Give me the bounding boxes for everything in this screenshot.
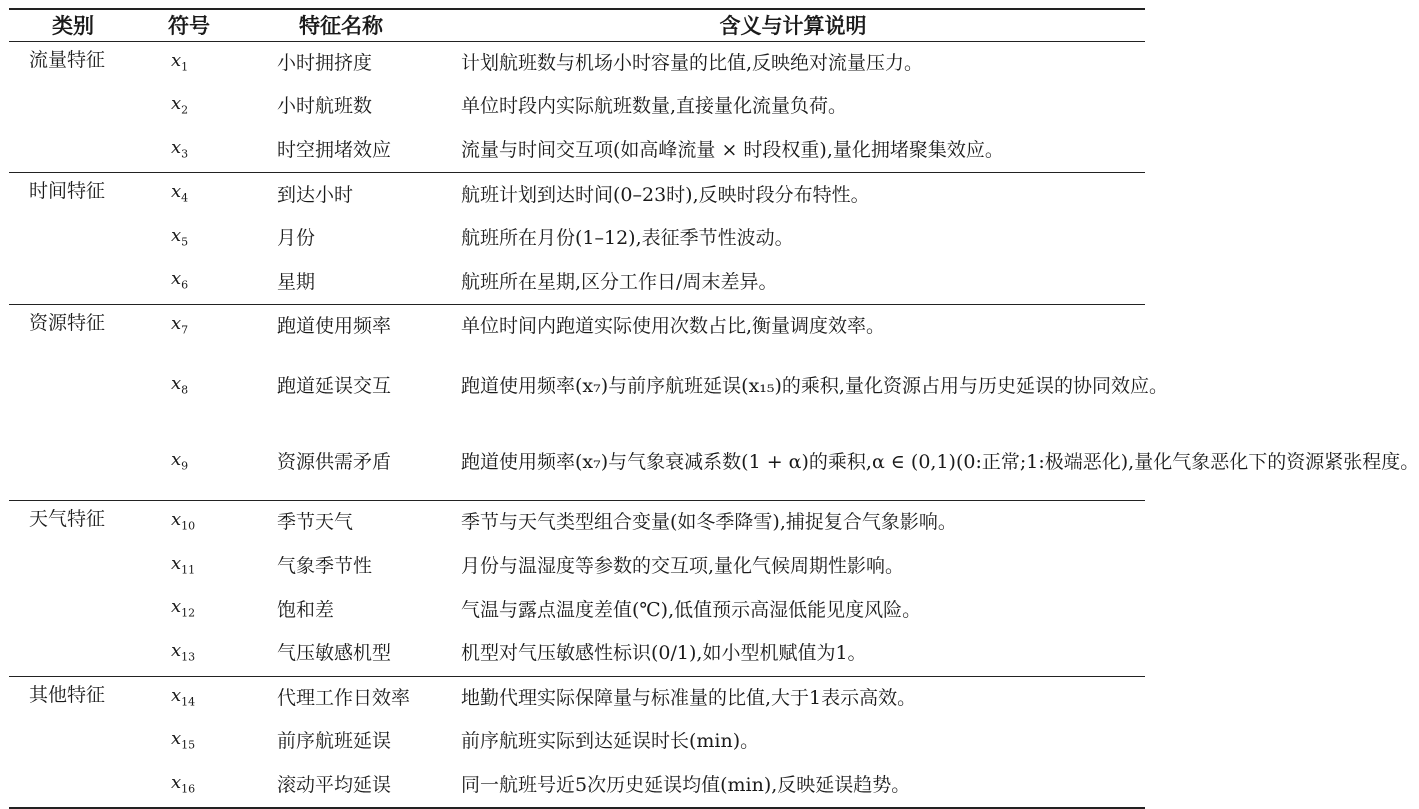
feature-name-cell: 季节天气: [277, 511, 354, 534]
feature-name-cell: 代理工作日效率: [277, 686, 411, 709]
table-row: [9, 764, 1145, 809]
description-cell: 航班所在月份(1–12),表征季节性波动。: [461, 227, 794, 250]
table-row: [9, 260, 1145, 304]
description-cell: 气温与露点温度差值(℃),低值预示高湿低能见度风险。: [461, 598, 922, 621]
feature-name-cell: 滚动平均延误: [277, 774, 392, 797]
description-cell: 地勤代理实际保障量与标准量的比值,大于1表示高效。: [461, 686, 917, 709]
description-cell: 月份与温湿度等参数的交互项,量化气候周期性影响。: [461, 555, 905, 578]
feature-name-cell: 前序航班延误: [277, 730, 392, 753]
symbol-cell: $x_2$: [171, 93, 189, 117]
category-cell: 资源特征: [29, 312, 106, 335]
description-cell: 单位时间内跑道实际使用次数占比,衡量调度效率。: [461, 315, 886, 338]
symbol-cell: $x_{12}$: [171, 596, 196, 620]
feature-name-cell: 资源供需矛盾: [277, 450, 392, 473]
feature-name-cell: 饱和差: [277, 598, 335, 621]
symbol-cell: $x_{10}$: [171, 509, 196, 533]
feature-name-cell: 跑道使用频率: [277, 315, 392, 338]
category-cell: 天气特征: [29, 508, 106, 531]
table-row: [9, 720, 1145, 764]
table-row: [9, 85, 1145, 129]
symbol-cell: $x_8$: [171, 372, 189, 397]
description-cell: 航班所在星期,区分工作日/周末差异。: [461, 270, 778, 293]
table-row: [9, 676, 1145, 720]
table-row: [9, 129, 1145, 173]
feature-name-cell: 小时航班数: [277, 95, 373, 118]
table-row: [9, 501, 1145, 545]
description-cell: 跑道使用频率(x₇)与气象衰减系数(1 + α)的乘积,α ∈ (0,1)(0:正常;1:极端恶化),量化气象恶化下的资源紧张程度。: [461, 450, 1419, 473]
feature-table: [9, 8, 1419, 809]
group-time: [9, 173, 1145, 305]
symbol-cell: $x_7$: [171, 313, 189, 337]
table-header: [9, 9, 1145, 41]
description-cell: 同一航班号近5次历史延误均值(min),反映延误趋势。: [461, 774, 911, 797]
group-flow: [9, 41, 1145, 173]
header-symbol: 符号: [168, 14, 210, 39]
symbol-cell: $x_9$: [171, 448, 189, 473]
table-row: [9, 425, 1145, 501]
description-cell: 前序航班实际到达延误时长(min)。: [461, 730, 760, 753]
table-row: [9, 217, 1145, 261]
table-row: [9, 588, 1145, 632]
category-cell: 流量特征: [29, 48, 106, 71]
category-cell: 其他特征: [29, 683, 106, 706]
feature-name-cell: 气象季节性: [277, 555, 373, 578]
header-description: 含义与计算说明: [719, 14, 867, 39]
feature-name-cell: 月份: [277, 227, 316, 250]
feature-name-cell: 跑道延误交互: [277, 375, 392, 398]
category-cell: 时间特征: [29, 180, 106, 203]
symbol-cell: $x_{14}$: [171, 684, 196, 709]
group-resource: [9, 305, 1419, 501]
description-cell: 流量与时间交互项(如高峰流量 × 时段权重),量化拥堵聚集效应。: [461, 138, 1004, 161]
table-row: [9, 349, 1145, 425]
symbol-cell: $x_{15}$: [171, 728, 196, 752]
symbol-cell: $x_4$: [171, 181, 189, 205]
table-row: [9, 305, 1145, 349]
feature-name-cell: 时空拥堵效应: [277, 138, 392, 161]
symbol-cell: $x_6$: [171, 268, 189, 293]
symbol-cell: $x_5$: [171, 224, 189, 249]
description-cell: 航班计划到达时间(0–23时),反映时段分布特性。: [461, 183, 870, 206]
description-cell: 跑道使用频率(x₇)与前序航班延误(x₁₅)的乘积,量化资源占用与历史延误的协同效应。: [461, 375, 1168, 398]
symbol-cell: $x_3$: [171, 136, 189, 161]
group-weather: [9, 501, 1145, 676]
description-cell: 单位时段内实际航班数量,直接量化流量负荷。: [461, 95, 848, 118]
feature-name-cell: 气压敏感机型: [277, 642, 392, 665]
symbol-cell: $x_{16}$: [171, 771, 196, 796]
group-other: [9, 676, 1145, 808]
feature-name-cell: 星期: [277, 270, 316, 293]
symbol-cell: $x_1$: [171, 49, 189, 74]
header-category: 类别: [52, 14, 94, 39]
table-row: [9, 545, 1145, 589]
table-row: [9, 632, 1145, 676]
table-row: [9, 41, 1145, 85]
description-cell: 季节与天气类型组合变量(如冬季降雪),捕捉复合气象影响。: [461, 511, 957, 534]
symbol-cell: $x_{13}$: [171, 639, 196, 664]
feature-name-cell: 小时拥挤度: [277, 51, 373, 74]
table-row: [9, 173, 1145, 217]
description-cell: 机型对气压敏感性标识(0/1),如小型机赋值为1。: [461, 642, 867, 665]
header-feature-name: 特征名称: [299, 14, 383, 39]
description-cell: 计划航班数与机场小时容量的比值,反映绝对流量压力。: [461, 51, 924, 74]
feature-name-cell: 到达小时: [277, 183, 354, 206]
symbol-cell: $x_{11}$: [171, 552, 196, 577]
